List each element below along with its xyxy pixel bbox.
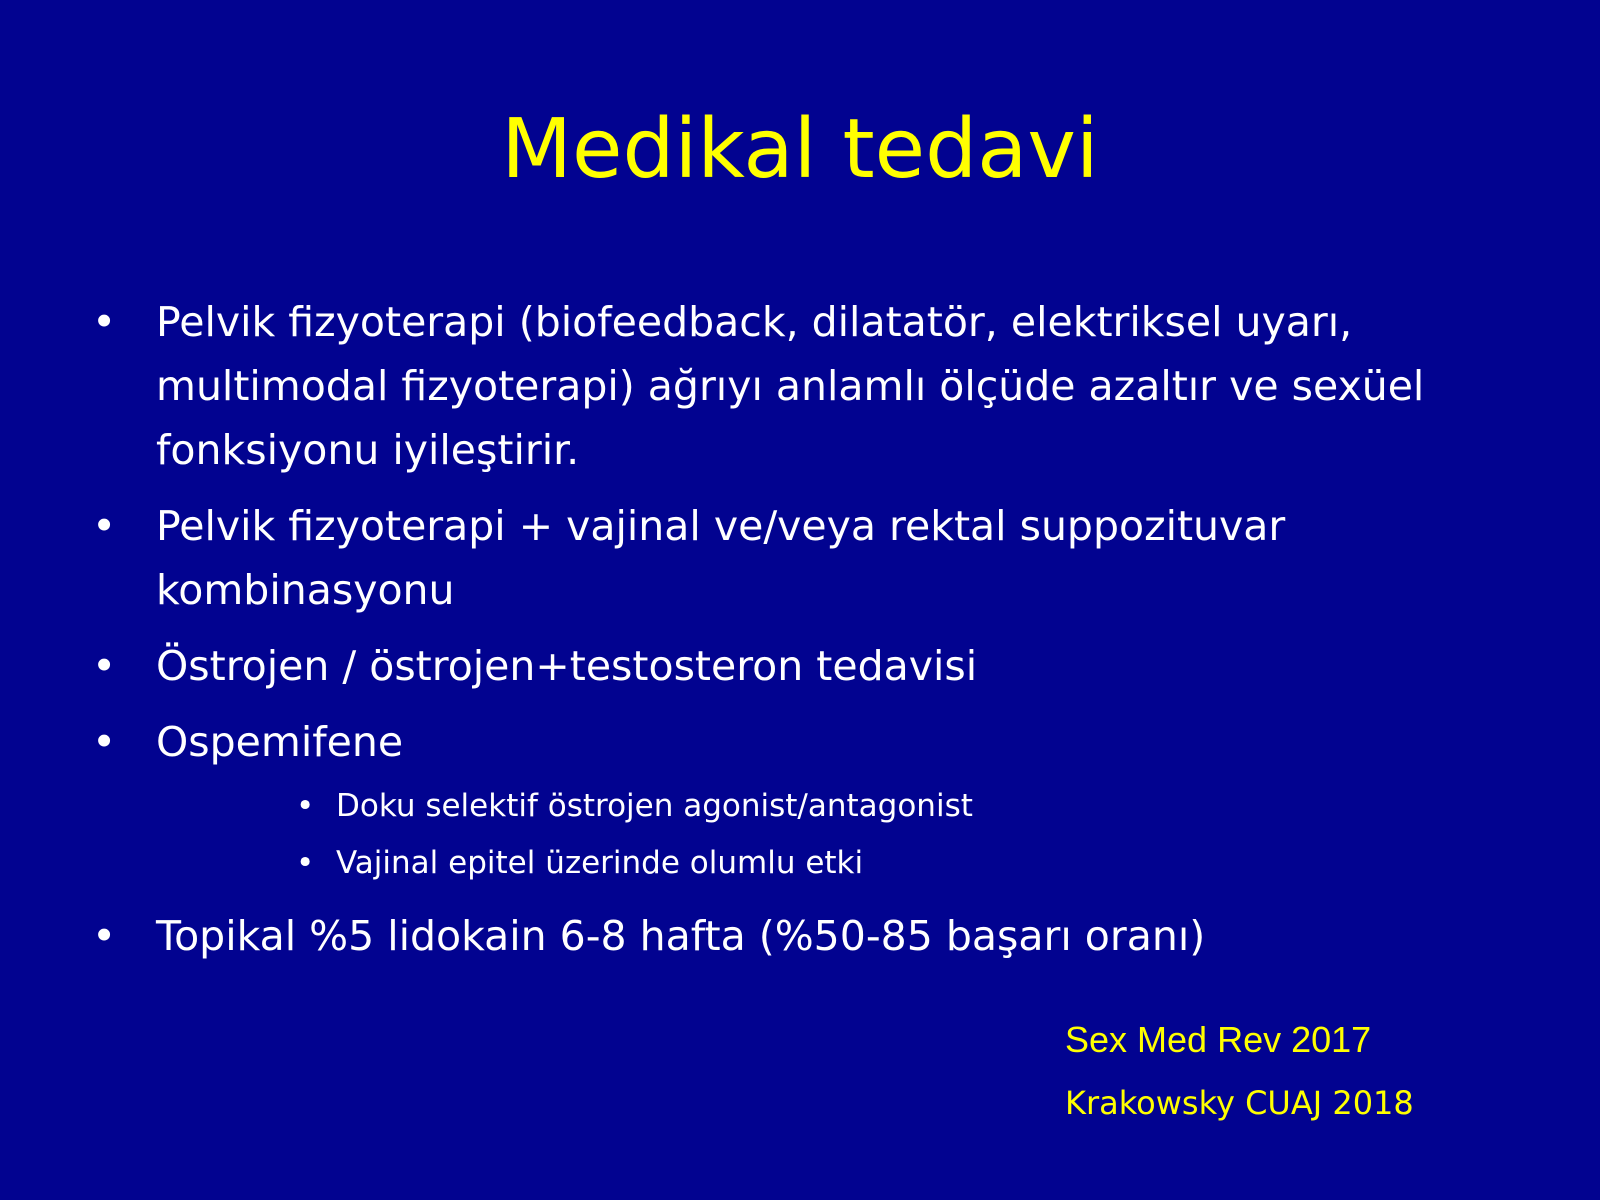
bullet-text: Pelvik fizyoterapi + vajinal ve/veya rektal suppozituvar kombinasyonu — [156, 502, 1286, 614]
bullet-item — [92, 290, 1512, 482]
sub-bullet-text: Vajinal epitel üzerinde olumlu etki — [336, 845, 864, 881]
bullet-text: Ospemifene — [156, 718, 404, 766]
bullet-text: Östrojen / östrojen+testosteron tedavisi — [156, 642, 978, 690]
bullet-dot: • — [92, 502, 117, 550]
bullet-dot: • — [92, 298, 117, 346]
sub-bullet-item — [296, 835, 1512, 892]
bullet-list — [92, 290, 1512, 980]
reference-1: Sex Med Rev 2017 — [1065, 1019, 1372, 1060]
bullet-text: Pelvik fizyoterapi (biofeedback, dilatatör, elektriksel uyarı, multimodal fizyoterapi) ağrıyı anlamlı ölçüde azaltır ve sexüel fonksiyonu iyileştirir. — [156, 298, 1425, 474]
reference-2: Krakowsky CUAJ 2018 — [1065, 1084, 1414, 1122]
sub-bullet-dot: • — [296, 845, 315, 881]
bullet-item — [92, 710, 1512, 892]
bullet-item — [92, 634, 1512, 698]
sub-bullet-dot: • — [296, 788, 315, 824]
bullet-dot: • — [92, 642, 117, 690]
bullet-item — [92, 494, 1512, 622]
sub-bullet-list — [156, 778, 1512, 892]
sub-bullet-item — [296, 778, 1512, 835]
slide-title: Medikal tedavi — [501, 102, 1099, 197]
bullet-item — [92, 904, 1512, 968]
sub-bullet-text: Doku selektif östrojen agonist/antagonist — [336, 788, 973, 824]
bullet-dot: • — [92, 912, 117, 960]
bullet-dot: • — [92, 718, 117, 766]
bullet-text: Topikal %5 lidokain 6-8 hafta (%50-85 başarı oranı) — [156, 912, 1206, 960]
